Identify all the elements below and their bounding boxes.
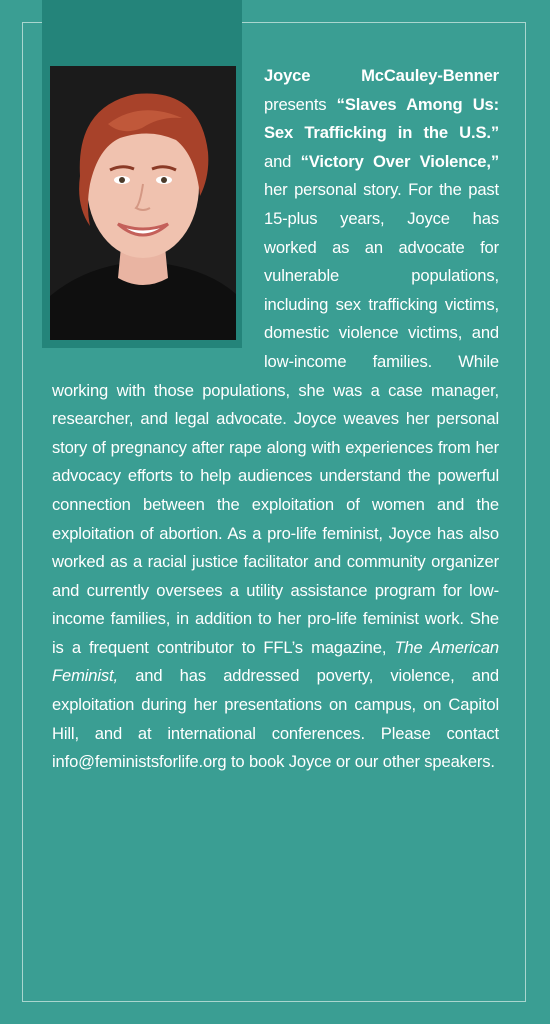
bio-text-part-2: and has addressed poverty, violence, and exploitation during her presentations on campus, on Capitol Hill, and at international conferences. Please contact info@feministsforlife.org to book Joyce or our other speakers. bbox=[52, 666, 499, 772]
photo-float-spacer bbox=[52, 62, 264, 350]
and-text: and bbox=[264, 151, 292, 171]
presents-text: presents bbox=[264, 94, 327, 114]
talk-title-2: “Victory Over Violence,” bbox=[300, 151, 499, 171]
bio-text-part-1: her personal story. For the past 15-plus years, Joyce has worked as an advocate for vulnerable populations, including sex trafficking victims, domestic violence victims, and low-income families. While working with those populations, she was a case manager, researcher, and legal advocate. Joyce weaves her personal story of pregnancy after rape along with experiences from her advocacy efforts to help audiences understand the powerful connection between the exploitation of women and the exploitation of abortion. As a pro-life feminist, Joyce has also worked as a racial justice facilitator and community organizer and currently oversees a utility assistance program for low-income families, in addition to her pro-life feminist work. She is a frequent contributor to FFL’s magazine, bbox=[52, 180, 499, 657]
speaker-name: Joyce McCauley-Benner bbox=[264, 66, 499, 85]
magazine-title: The American Feminist, bbox=[52, 637, 499, 686]
header-tab bbox=[42, 0, 242, 60]
speaker-bio bbox=[52, 62, 499, 777]
talk-title-1: “Slaves Among Us: Sex Trafficking in the U.S.” bbox=[264, 94, 499, 143]
